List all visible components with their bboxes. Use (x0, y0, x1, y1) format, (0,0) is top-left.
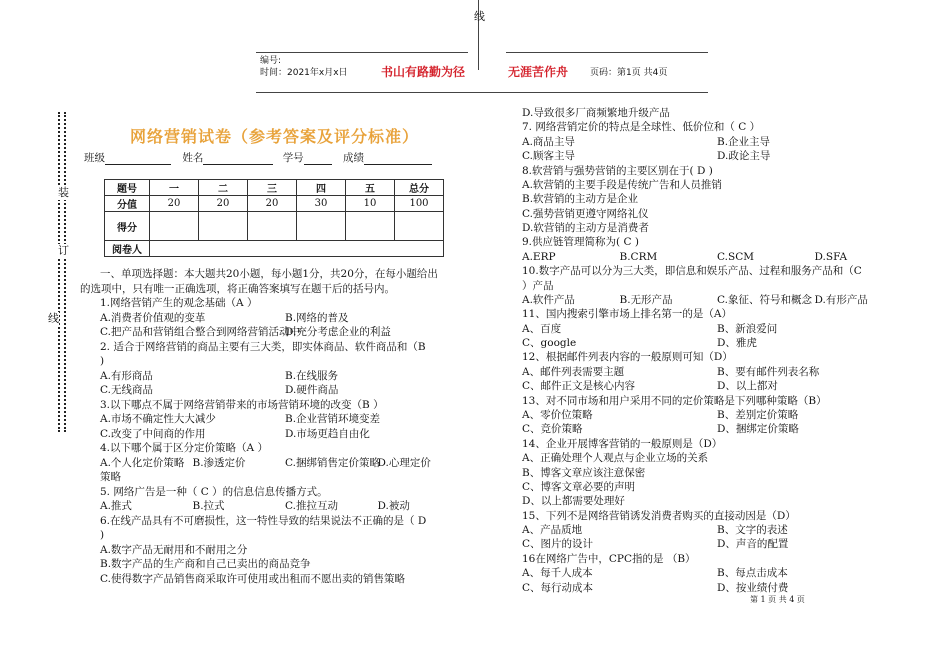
option-text: A、产品质地 (522, 524, 583, 537)
option-text: A.市场不确定性大大减少 (100, 413, 216, 425)
class-label: 班级 (84, 152, 105, 164)
question-line: ）产品 (522, 279, 554, 292)
question-line: 13、对不同市场和用户采用不同的定价策略是下列哪种策略（B） (522, 394, 827, 407)
question-line: 策略 (100, 471, 121, 483)
question-line: D.导致很多厂商频繁地升级产品 (522, 107, 670, 119)
option-text: B、新浪爱问 (717, 322, 778, 335)
table-header-cell: 五 (346, 180, 395, 196)
slogan-right: 无涯苦作舟 (508, 65, 569, 79)
score-table (104, 179, 444, 257)
option-text: D.有形产品 (814, 293, 868, 306)
name-blank[interactable] (203, 152, 273, 165)
question-line: 8.软营销与强势营销的主要区别在于( D ) (522, 164, 713, 177)
binding-dots-outer (58, 112, 60, 432)
question-line: D、以上都需要处理好 (522, 495, 625, 508)
option-text: D.市场更趋自由化 (285, 427, 370, 440)
question-line: C.使得数字产品销售商采取许可使用或出租而不愿出卖的销售策略 (100, 572, 405, 585)
grader-cell[interactable] (150, 241, 444, 257)
option-text: D.被动 (377, 500, 410, 512)
option-text: D.心理定价 (377, 456, 431, 469)
header-rule-right-top (506, 52, 708, 53)
score-cell[interactable] (297, 212, 346, 241)
option-text: C.顾客主导 (522, 150, 575, 163)
option-text: B.网络的普及 (285, 311, 349, 324)
option-text: B、差别定价策略 (717, 408, 799, 421)
table-header-cell: 题号 (105, 180, 150, 196)
option-text: C.捆绑销售定价策略 (285, 456, 380, 469)
question-line: A、正确处理个人观点与企业立场的关系 (522, 452, 709, 465)
points-cell: 20 (150, 196, 199, 212)
option-text: D、捆绑定价策略 (717, 423, 799, 436)
question-line: B.软营销的主动方是企业 (522, 193, 639, 206)
option-text: D.SFA (814, 250, 848, 263)
score-table-grader-row (105, 241, 444, 257)
table-header-cell: 二 (199, 180, 248, 196)
option-text: B.渗透定价 (192, 456, 246, 469)
question-line: B、博客文章应该注意保密 (522, 466, 646, 479)
footer-page-number: 第 1 页 共 4 页 (750, 595, 805, 604)
score-cell[interactable] (248, 212, 297, 241)
score-cell[interactable] (150, 212, 199, 241)
question-line: 15、下列不是网络营销诱发消费者购买的直接动因是（D） (522, 509, 796, 522)
option-text: B、文字的表述 (717, 524, 788, 537)
option-text: C.象征、符号和概念 (717, 293, 812, 306)
option-text: C.SCM (717, 250, 754, 263)
option-text: A.推式 (100, 500, 132, 512)
points-cell: 20 (199, 196, 248, 212)
score-cell[interactable] (395, 212, 444, 241)
option-text: C、邮件正文是核心内容 (522, 380, 636, 393)
option-text: C.把产品和营销组合整合到网络营销活动中 (100, 326, 300, 338)
option-text: C.改变了中间商的作用 (100, 427, 206, 440)
score-table-score-row (105, 212, 444, 241)
grader-label: 阅卷人 (105, 241, 150, 257)
question-line: 11、国内搜索引擎市场上排名第一的是（A） (522, 308, 732, 321)
option-text: A、零价位策略 (522, 408, 593, 421)
option-text: D、按业绩付费 (717, 581, 789, 594)
header-rule-bottom (256, 92, 708, 93)
page-indicator: 页码：第1页 共4页 (590, 68, 668, 78)
points-cell: 30 (297, 196, 346, 212)
option-text: B、要有邮件列表名称 (717, 365, 820, 378)
option-text: C、竞价策略 (522, 423, 583, 436)
score-table-header-row (105, 180, 444, 196)
option-text: B.CRM (619, 250, 658, 263)
table-header-cell: 一 (150, 180, 199, 196)
table-header-cell: 三 (248, 180, 297, 196)
question-line: 16在网络广告中，CPC指的是 （B） (522, 552, 696, 565)
question-line: B.数字产品的生产商和自己已卖出的商品竞争 (100, 558, 311, 570)
slogan-left: 书山有路勤为径 (381, 65, 466, 79)
option-text: A、邮件列表需要主题 (522, 365, 625, 378)
option-text: C、图片的设计 (522, 538, 594, 551)
question-line: 2. 适合于网络营销的商品主要有三大类，即实体商品、软件商品和（B (100, 340, 426, 353)
question-line: C、博客文章必要的声明 (522, 480, 636, 493)
top-line-marker: 线 (474, 10, 485, 23)
option-text: A.软件产品 (522, 293, 575, 306)
option-text: D、以上都对 (717, 380, 778, 393)
score-row-label: 得分 (105, 212, 150, 241)
option-text: B.企业营销环境变差 (285, 413, 381, 425)
name-label: 姓名 (182, 152, 204, 164)
option-text: B.企业主导 (717, 135, 771, 148)
option-text: A、百度 (522, 322, 562, 335)
score-cell[interactable] (199, 212, 248, 241)
question-line: A.数字产品无耐用和不耐用之分 (100, 543, 248, 556)
score-label: 成绩 (343, 152, 365, 164)
student-info-row (84, 151, 432, 165)
header-rule-left-top (256, 52, 468, 53)
option-text: A.ERP (522, 250, 556, 263)
option-text: C.无线商品 (100, 384, 153, 396)
option-text: D.硬件商品 (285, 384, 339, 396)
option-text: D.政论主导 (717, 150, 771, 163)
option-text: D、雅虎 (717, 337, 757, 350)
points-label: 分值 (105, 196, 150, 212)
score-blank[interactable] (364, 152, 432, 165)
table-header-cell: 四 (297, 180, 346, 196)
option-text: D.充分考虑企业的利益 (285, 326, 391, 338)
class-blank[interactable] (105, 152, 171, 165)
option-text: B.无形产品 (619, 293, 673, 306)
question-line: 3.以下哪点不属于网络营销带来的市场营销环境的改变（B ） (100, 398, 384, 411)
document-number-label: 编号: (260, 56, 282, 66)
option-text: A.商品主导 (522, 135, 575, 148)
score-cell[interactable] (346, 212, 395, 241)
option-text: A.消费者价值观的变革 (100, 311, 206, 324)
question-line: ) (100, 529, 105, 541)
question-line: C.强势营销更遵守网络礼仪 (522, 207, 649, 220)
student-id-label: 学号 (282, 152, 304, 164)
score-table-points-row (105, 196, 444, 212)
question-line: 10.数字产品可以分为三大类，即信息和娱乐产品、过程和服务产品和（C (522, 265, 862, 278)
question-line: 6.在线产品具有不可磨损性，这一特性导致的结果说法不正确的是（ D (100, 514, 427, 527)
binding-char-xian: 线 (48, 312, 59, 325)
question-line: 的选项中，只有唯一正确选项，将正确答案填写在题干后的括号内。 (80, 282, 395, 295)
question-line: 7. 网络营销定价的特点是全球性、低价位和（ C ） (522, 121, 761, 134)
option-text: C、google (522, 337, 577, 350)
option-text: D、声音的配置 (717, 538, 789, 551)
question-line: 14、企业开展博客营销的一般原则是（D） (522, 437, 723, 450)
question-line: 9.供应链管理简称为( C ) (522, 236, 639, 249)
option-text: C、每行动成本 (522, 581, 594, 594)
option-text: B.在线服务 (285, 369, 339, 382)
question-line: 12、根据邮件列表内容的一般原则可知（D） (522, 351, 733, 364)
option-text: B、每点击成本 (717, 567, 788, 580)
document-time-label: 时间：2021年x月x日 (260, 68, 348, 78)
points-cell: 100 (395, 196, 444, 212)
option-text: A、每千人成本 (522, 567, 593, 580)
question-line: ) (100, 355, 105, 367)
question-line: 5. 网络广告是一种（ C ）的信息信息传播方式。 (100, 485, 328, 498)
question-line: 4.以下哪个属于区分定价策略（A ） (100, 442, 268, 454)
question-line: A.软营销的主要手段是传统广告和人员推销 (522, 178, 722, 191)
option-text: A.个人化定价策略 (100, 456, 185, 469)
points-cell: 20 (248, 196, 297, 212)
option-text: B.拉式 (192, 500, 225, 512)
question-line: 1.网络营销产生的观念基础（A ） (100, 297, 258, 309)
option-text: A.有形商品 (100, 369, 153, 382)
binding-dots-inner (64, 112, 66, 432)
exam-title: 网络营销试卷（参考答案及评分标准） (130, 127, 420, 146)
option-text: C.推拉互动 (285, 500, 338, 512)
binding-char-zhuang: 装 (58, 186, 69, 199)
question-line: 一、单项选择题：本大题共20小题，每小题1分，共20分，在每小题给出 (100, 268, 438, 280)
binding-char-ding: 订 (58, 244, 69, 257)
table-header-cell: 总分 (395, 180, 444, 196)
question-line: D.软营销的主动方是消费者 (522, 222, 649, 235)
points-cell: 10 (346, 196, 395, 212)
student-id-blank[interactable] (304, 152, 332, 165)
